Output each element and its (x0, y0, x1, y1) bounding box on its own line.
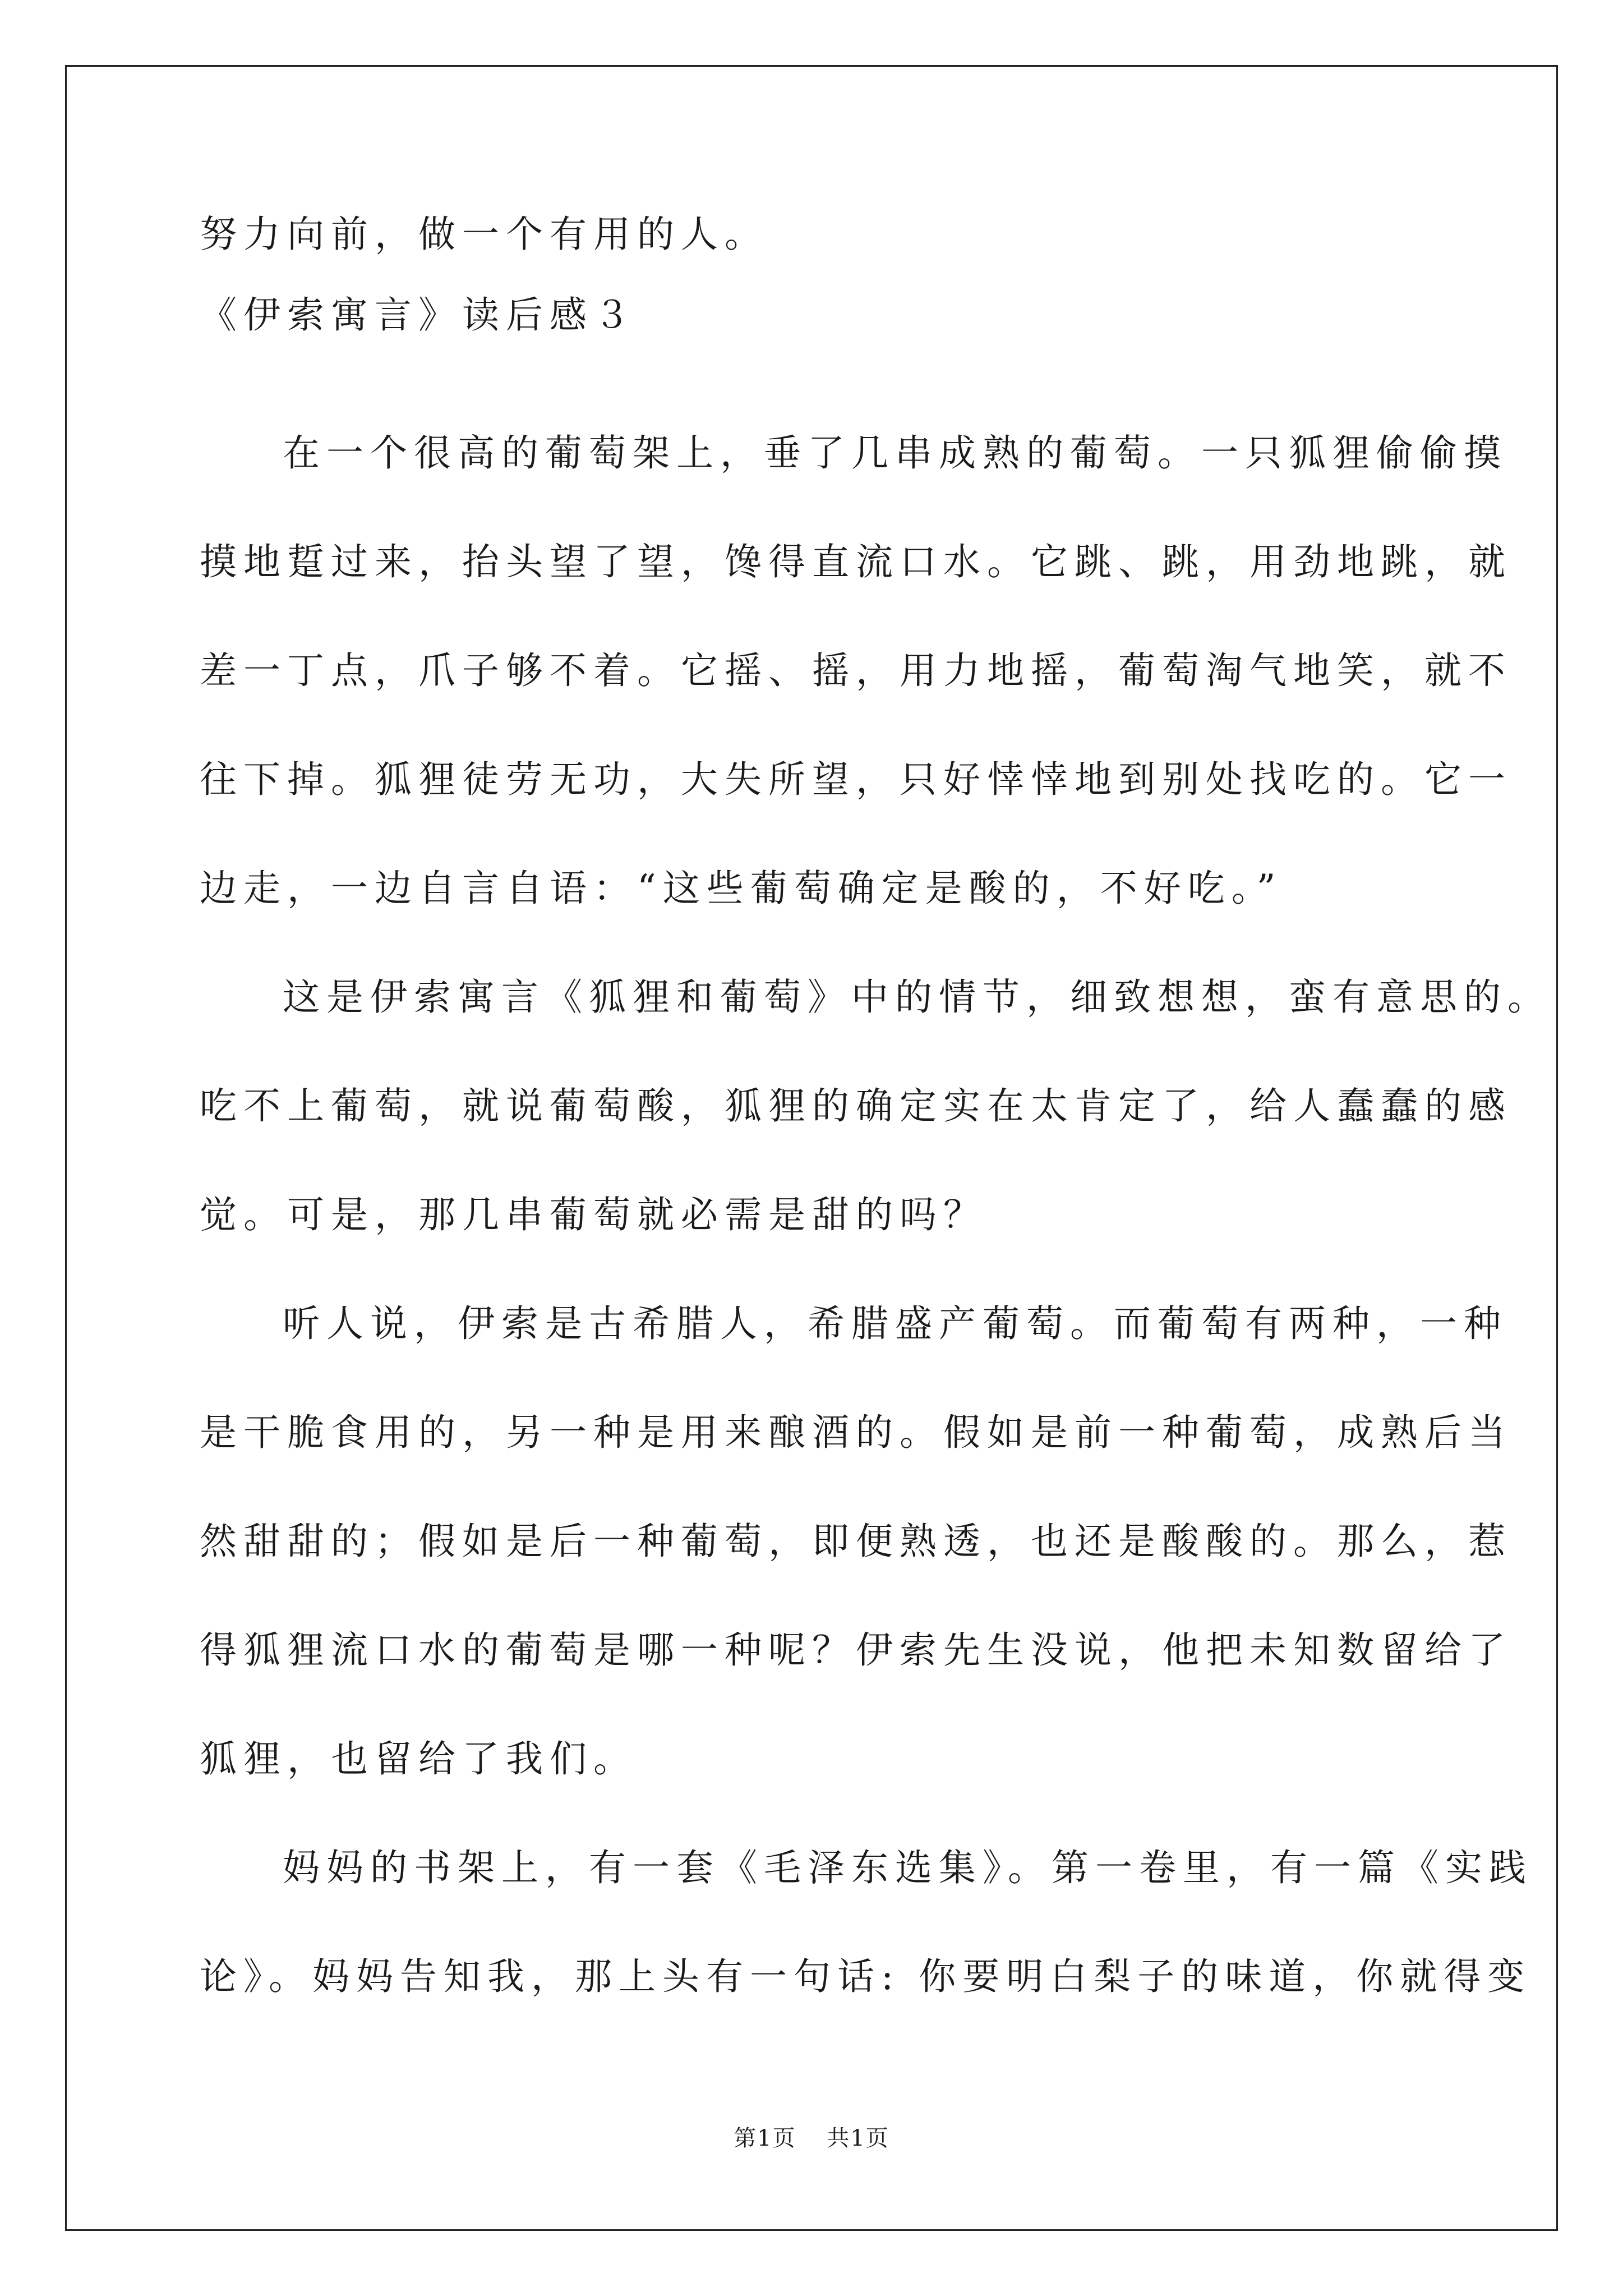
page-number: 第1页 (734, 2125, 796, 2151)
page-border (65, 65, 1558, 2231)
text-line: 吃不上葡萄，就说葡萄酸，狐狸的确定实在太肯定了，给人蠢蠢的感 (200, 1084, 1512, 1128)
page-total: 共1页 (827, 2125, 889, 2151)
text-line: 在一个很高的葡萄架上，垂了几串成熟的葡萄。一只狐狸偷偷摸 (283, 431, 1507, 475)
text-line: 得狐狸流口水的葡萄是哪一种呢？伊索先生没说，他把未知数留给了 (200, 1628, 1512, 1672)
page-footer (0, 2120, 1623, 2152)
text-line: 狐狸，也留给了我们。 (200, 1737, 637, 1780)
text-line: 这是伊索寓言《狐狸和葡萄》中的情节，细致想想，蛮有意思的。 (283, 976, 1551, 1019)
text-line: 摸地踅过来，抬头望了望，馋得直流口水。它跳、跳，用劲地跳，就 (200, 540, 1512, 583)
text-line: 然甜甜的；假如是后一种葡萄，即便熟透，也还是酸酸的。那么，惹 (200, 1520, 1512, 1563)
text-line: 觉。可是，那几串葡萄就必需是甜的吗？ (200, 1193, 987, 1236)
text-line: 边走，一边自言自语：“这些葡萄确定是酸的，不好吃。” (200, 867, 1283, 910)
section-heading: 《伊索寓言》读后感３ (200, 293, 637, 337)
text-line: 是干脆食用的，另一种是用来酿酒的。假如是前一种葡萄，成熟后当 (200, 1411, 1512, 1454)
text-line: 妈妈的书架上，有一套《毛泽东选集》。第一卷里，有一篇《实践 (283, 1846, 1533, 1889)
text-line: 差一丁点，爪子够不着。它摇、摇，用力地摇，葡萄淘气地笑，就不 (200, 649, 1512, 692)
text-line: 努力向前，做一个有用的人。 (200, 213, 768, 256)
text-line: 往下掉。狐狸徒劳无功，大失所望，只好悻悻地到别处找吃的。它一 (200, 758, 1512, 801)
text-line: 论》。妈妈告知我，那上头有一句话: 你要明白梨子的味道，你就得变 (200, 1955, 1532, 1998)
text-line: 听人说，伊索是古希腊人，希腊盛产葡萄。而葡萄有两种，一种 (283, 1302, 1507, 1345)
